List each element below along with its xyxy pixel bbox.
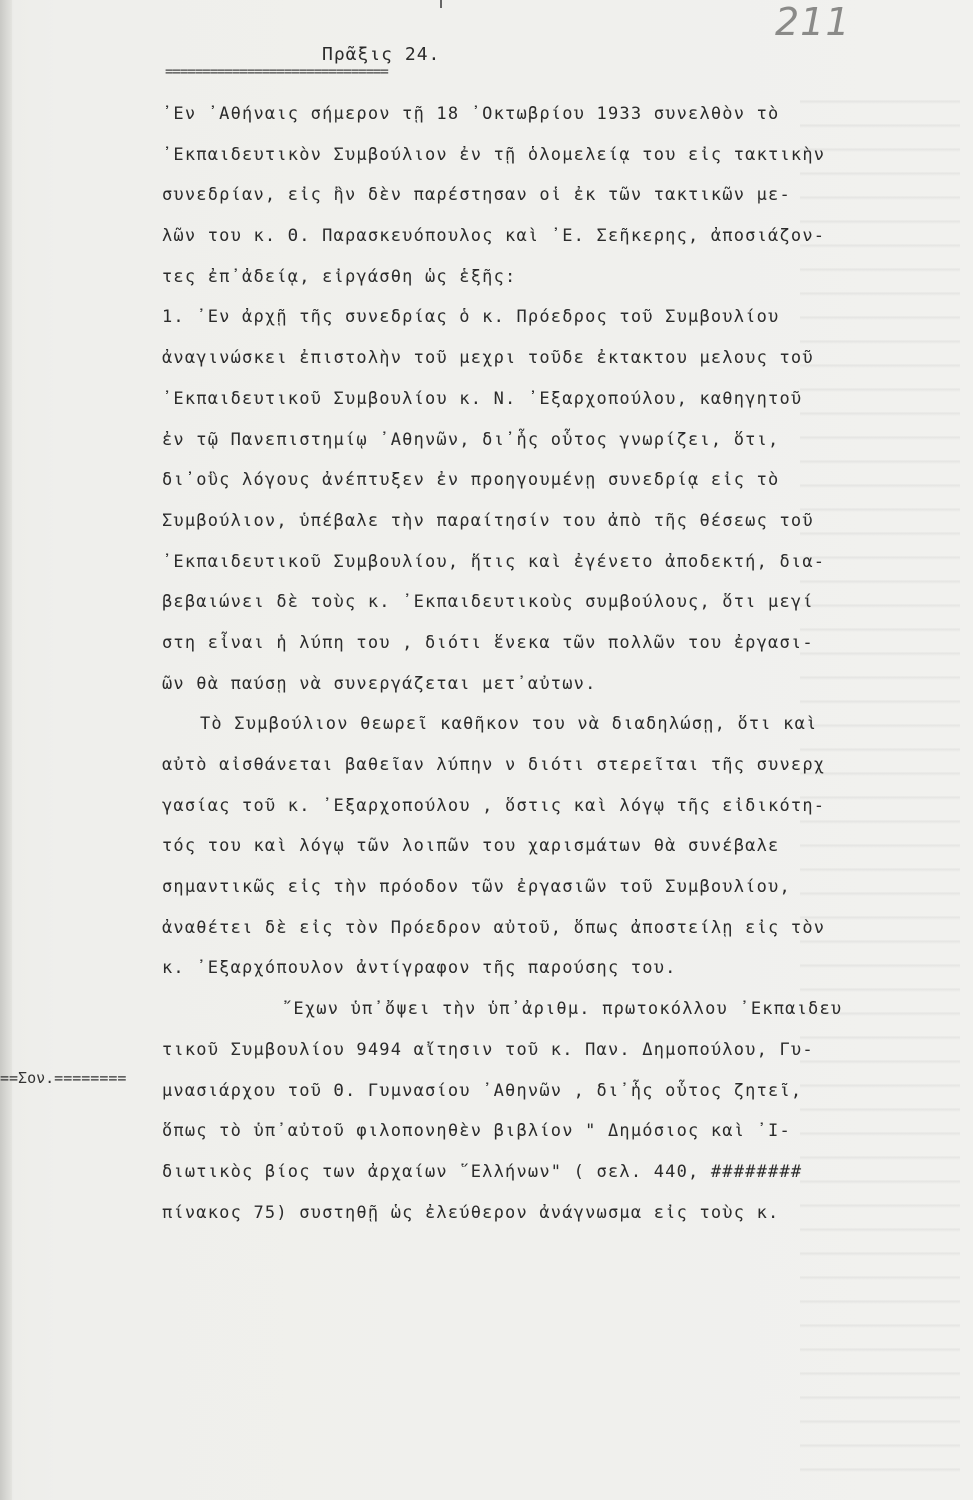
text-line: μνασιάρχου τοῦ Θ. Γυμνασίου ᾿Αθηνῶν , δι᾿ἧς οὗτος ζητεῖ, bbox=[162, 1080, 803, 1101]
text-line: διωτικὸς βίος των ἀρχαίων ῞Ελλήνων" ( σελ. 440, ######## bbox=[162, 1161, 803, 1182]
text-line: ῎Εχων ὑπ᾿ὄψει τὴν ὑπ᾿ἀριθμ. πρωτοκόλλου ᾿Εκπαιδευ bbox=[282, 999, 843, 1020]
text-line: ᾿Εκπαιδευτικοῦ Συμβουλίου κ. Ν. ᾿Εξαρχοπούλου, καθηγητοῦ bbox=[162, 388, 803, 409]
text-line: ὅπως τὸ ὑπ᾿αὐτοῦ φιλοπονηθὲν βιβλίον " Δημόσιος καὶ ᾿Ι- bbox=[162, 1121, 791, 1142]
text-line: βεβαιώνει δὲ τοὺς κ. ᾿Εκπαιδευτικοὺς συμβούλους, ὅτι μεγί bbox=[162, 592, 814, 613]
title-underline: ============================== bbox=[165, 64, 388, 80]
page-edge-shadow bbox=[0, 0, 12, 1500]
text-line: τός του καὶ λόγῳ τῶν λοιπῶν του χαρισμάτων θὰ συνέβαλε bbox=[162, 836, 780, 857]
text-line: στη εἶναι ἡ λύπη του , διότι ἕνεκα τῶν πολλῶν του ἐργασι- bbox=[162, 632, 814, 653]
document-body bbox=[162, 94, 952, 1233]
top-mark bbox=[440, 0, 442, 8]
text-line: ᾿Εν ᾿Αθήναις σήμερον τῇ 18 ᾿Οκτωβρίου 1933 συνελθὸν τὸ bbox=[162, 104, 780, 124]
text-line: ᾿Εκπαιδευτικὸν Συμβούλιον ἐν τῇ ὁλομελείᾳ του εἰς τακτικὴν bbox=[162, 144, 826, 165]
text-line: κ. ᾿Εξαρχόπουλον ἀντίγραφον τῆς παρούσης του. bbox=[162, 958, 677, 979]
text-line: συνεδρίαν, εἰς ἣν δὲν παρέστησαν οἱ ἐκ τῶν τακτικῶν με- bbox=[162, 185, 791, 206]
text-line: ᾿Εκπαιδευτικοῦ Συμβουλίου, ἥτις καὶ ἐγένετο ἀποδεκτή, δια- bbox=[162, 551, 826, 572]
text-line: σημαντικῶς εἰς τὴν πρόοδον τῶν ἐργασιῶν τοῦ Συμβουλίου, bbox=[162, 877, 791, 898]
text-line: αὐτὸ αἰσθάνεται βαθεῖαν λύπην ν διότι στερεῖται τῆς συνερχ bbox=[162, 755, 826, 775]
text-line: λῶν του κ. Θ. Παρασκευόπουλος καὶ ᾿Ε. Σεῆκερης, ἀποσιάζον- bbox=[162, 226, 826, 247]
margin-note: ==Σον.======== bbox=[0, 1069, 127, 1087]
text-line: ῶν θὰ παύσῃ νὰ συνεργάζεται μετ᾿αὐτων. bbox=[162, 673, 597, 694]
text-line: γασίας τοῦ κ. ᾿Εξαρχοπούλου , ὅστις καὶ λόγῳ τῆς εἰδικότη- bbox=[162, 795, 826, 816]
text-line: πίνακος 75) συστηθῇ ὡς ἐλεύθερον ἀνάγνωσμα εἰς τοὺς κ. bbox=[162, 1202, 780, 1223]
text-line: ἐν τῷ Πανεπιστημίῳ ᾿Αθηνῶν, δι᾿ἧς οὗτος γνωρίζει, ὅτι, bbox=[162, 429, 780, 450]
text-line: Τὸ Συμβούλιον θεωρεῖ καθῆκον του νὰ διαδηλώσῃ, ὅτι καὶ bbox=[200, 714, 818, 735]
text-line: δι᾿οὓς λόγους ἀνέπτυξεν ἐν προηγουμένῃ συνεδρίᾳ εἰς τὸ bbox=[162, 470, 780, 491]
text-line: ἀναγινώσκει ἐπιστολὴν τοῦ μεχρι τοῦδε ἐκτακτου μελους τοῦ bbox=[162, 348, 814, 369]
text-line: τες ἐπ᾿ἀδείᾳ, εἰργάσθη ὡς ἑξῆς: bbox=[162, 266, 517, 287]
text-line: τικοῦ Συμβουλίου 9494 αἴτησιν τοῦ κ. Παν. Δημοπούλου, Γυ- bbox=[162, 1039, 814, 1060]
handwritten-page-number: 211 bbox=[775, 0, 851, 44]
text-line: Συμβούλιον, ὑπέβαλε τὴν παραίτησίν του ἀπὸ τῆς θέσεως τοῦ bbox=[162, 510, 814, 531]
text-line: 1. ᾿Εν ἀρχῇ τῆς συνεδρίας ὁ κ. Πρόεδρος τοῦ Συμβουλίου bbox=[162, 307, 780, 328]
text-line: ἀναθέτει δὲ εἰς τὸν Πρόεδρον αὐτοῦ, ὅπως ἀποστείλῃ εἰς τὸν bbox=[162, 917, 826, 938]
document-title: Πρᾶξις 24. bbox=[322, 44, 441, 65]
